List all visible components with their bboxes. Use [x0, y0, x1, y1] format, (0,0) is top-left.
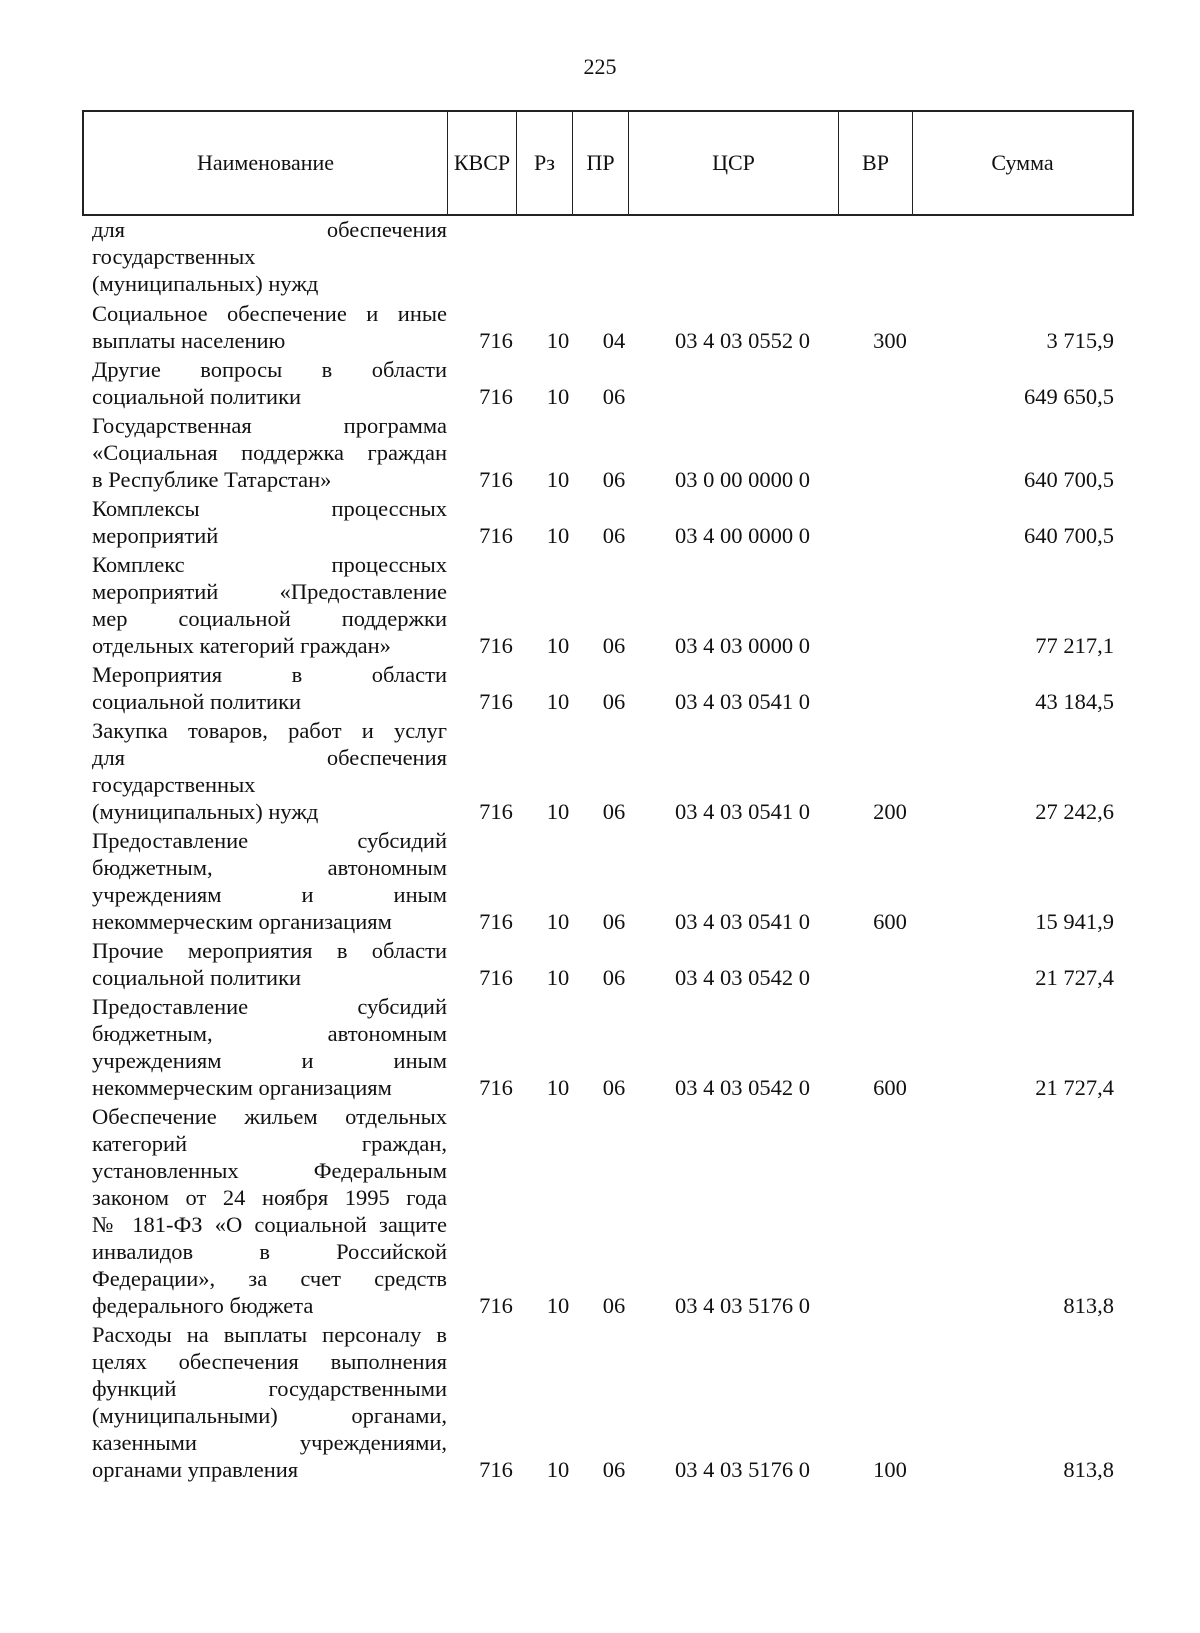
row-name-line: Другие вопросы в области: [92, 357, 447, 382]
row-kvsr: 716: [479, 523, 513, 548]
row-name-line: Комплексы процессных: [92, 496, 447, 521]
row-name-line: (муниципальными) органами,: [92, 1403, 447, 1428]
table-row: [0, 661, 1200, 715]
row-vr: 200: [873, 799, 907, 824]
row-name-line: социальной политики: [92, 689, 302, 714]
row-name-line: федерального бюджета: [92, 1293, 314, 1318]
row-name-line: (муниципальных) нужд: [92, 271, 319, 296]
row-name-line: отдельных категорий граждан»: [92, 633, 391, 658]
row-rz: 10: [546, 384, 570, 409]
header-kvsr: КВСР: [448, 112, 517, 214]
row-pr: 06: [602, 467, 626, 492]
row-rz: 10: [546, 909, 570, 934]
row-csr: 03 4 03 0541 0: [675, 909, 810, 934]
row-name-line: для обеспечения: [92, 745, 447, 770]
table-row: [0, 827, 1200, 935]
table-row: [0, 356, 1200, 410]
row-csr: 03 4 03 5176 0: [675, 1457, 810, 1482]
table-row: [0, 412, 1200, 493]
row-csr: 03 4 03 0000 0: [675, 633, 810, 658]
row-name: [92, 827, 447, 935]
row-name: [92, 937, 447, 991]
row-csr: 03 4 03 0552 0: [675, 328, 810, 353]
row-name-line: Социальное обеспечение и иные: [92, 301, 447, 326]
row-csr: 03 4 03 0541 0: [675, 799, 810, 824]
row-name-line: некоммерческим организациям: [92, 1075, 392, 1100]
row-name: [92, 356, 447, 410]
row-name-line: функций государственными: [92, 1376, 447, 1401]
table-row: [0, 1103, 1200, 1319]
row-rz: 10: [546, 633, 570, 658]
row-name-line: мер социальной поддержки: [92, 606, 447, 631]
row-kvsr: 716: [479, 799, 513, 824]
row-sum: 43 184,5: [1035, 689, 1114, 714]
row-sum: 27 242,6: [1035, 799, 1114, 824]
row-sum: 15 941,9: [1035, 909, 1114, 934]
row-name-line: некоммерческим организациям: [92, 909, 392, 934]
row-kvsr: 716: [479, 1075, 513, 1100]
header-name: Наименование: [84, 112, 448, 214]
row-kvsr: 716: [479, 328, 513, 353]
row-name: [92, 412, 447, 493]
row-name-line: законом от 24 ноября 1995 года: [92, 1185, 447, 1210]
page-number: 225: [583, 54, 617, 79]
row-name-line: Государственная программа: [92, 413, 447, 438]
row-name-line: мероприятий: [92, 523, 219, 548]
row-csr: 03 4 03 0542 0: [675, 1075, 810, 1100]
table-row: [0, 300, 1200, 354]
row-pr: 06: [602, 523, 626, 548]
table-row: [0, 937, 1200, 991]
row-kvsr: 716: [479, 1457, 513, 1482]
row-name-line: социальной политики: [92, 965, 302, 990]
row-name-line: казенными учреждениями,: [92, 1430, 447, 1455]
row-sum: 77 217,1: [1035, 633, 1114, 658]
row-rz: 10: [546, 1293, 570, 1318]
row-sum: 813,8: [1063, 1293, 1114, 1318]
row-sum: 21 727,4: [1035, 965, 1114, 990]
row-name-line: целях обеспечения выполнения: [92, 1349, 447, 1374]
row-name-line: Комплекс процессных: [92, 552, 447, 577]
table-body: [0, 216, 1200, 1483]
row-rz: 10: [546, 328, 570, 353]
row-name-line: государственных: [92, 772, 256, 797]
row-kvsr: 716: [479, 633, 513, 658]
row-sum: 813,8: [1063, 1457, 1114, 1482]
row-name: [92, 1103, 447, 1319]
row-name: [92, 495, 447, 549]
row-name-line: (муниципальных) нужд: [92, 799, 319, 824]
row-name-line: Мероприятия в области: [92, 662, 447, 687]
row-name: [92, 300, 447, 354]
row-pr: 06: [602, 633, 626, 658]
row-pr: 06: [602, 1293, 626, 1318]
row-rz: 10: [546, 965, 570, 990]
row-pr: 04: [602, 328, 626, 353]
row-sum: 21 727,4: [1035, 1075, 1114, 1100]
row-sum: 649 650,5: [1024, 384, 1114, 409]
row-pr: 06: [602, 799, 626, 824]
row-rz: 10: [546, 1457, 570, 1482]
row-kvsr: 716: [479, 467, 513, 492]
row-rz: 10: [546, 467, 570, 492]
row-rz: 10: [546, 689, 570, 714]
row-name-line: установленных Федеральным: [92, 1158, 447, 1183]
row-name-line: социальной политики: [92, 384, 302, 409]
row-name: [92, 993, 447, 1101]
row-name-line: Федерации», за счет средств: [92, 1266, 447, 1291]
row-name: [92, 717, 447, 825]
header-sum: Сумма: [991, 150, 1054, 175]
row-name-line: учреждениям и иным: [92, 882, 447, 907]
header-csr: ЦСР: [629, 112, 839, 214]
row-name-line: органами управления: [92, 1457, 299, 1482]
row-pr: 06: [602, 965, 626, 990]
table-row: [0, 551, 1200, 659]
table-row: [0, 717, 1200, 825]
row-name-line: «Социальная поддержка граждан: [92, 440, 447, 465]
row-vr: 600: [873, 909, 907, 934]
row-name-line: мероприятий «Предоставление: [92, 579, 447, 604]
row-name: [92, 1321, 447, 1483]
row-name-line: Предоставление субсидий: [92, 828, 447, 853]
header-vr: ВР: [839, 112, 913, 214]
row-name-line: № 181-ФЗ «О социальной защите: [92, 1212, 447, 1237]
row-kvsr: 716: [479, 689, 513, 714]
row-name-line: учреждениям и иным: [92, 1048, 447, 1073]
row-pr: 06: [602, 689, 626, 714]
row-name-line: бюджетным, автономным: [92, 1021, 447, 1046]
header-pr: ПР: [573, 112, 629, 214]
row-name-line: Обеспечение жильем отдельных: [92, 1104, 447, 1129]
header-rz: Рз: [517, 112, 573, 214]
table-row: [0, 993, 1200, 1101]
row-name: [92, 661, 447, 715]
row-name-line: Закупка товаров, работ и услуг: [92, 718, 447, 743]
row-csr: 03 4 03 0542 0: [675, 965, 810, 990]
row-name-line: для обеспечения: [92, 217, 447, 242]
row-pr: 06: [602, 1457, 626, 1482]
row-name-line: категорий граждан,: [92, 1131, 447, 1156]
row-kvsr: 716: [479, 384, 513, 409]
row-sum: 640 700,5: [1024, 467, 1114, 492]
row-rz: 10: [546, 523, 570, 548]
row-csr: 03 4 03 5176 0: [675, 1293, 810, 1318]
row-sum: 640 700,5: [1024, 523, 1114, 548]
table-row: [0, 216, 1200, 297]
row-pr: 06: [602, 1075, 626, 1100]
row-name-line: Предоставление субсидий: [92, 994, 447, 1019]
row-name-line: бюджетным, автономным: [92, 855, 447, 880]
row-kvsr: 716: [479, 909, 513, 934]
row-csr: 03 4 00 0000 0: [675, 523, 810, 548]
row-vr: 600: [873, 1075, 907, 1100]
row-kvsr: 716: [479, 1293, 513, 1318]
row-pr: 06: [602, 909, 626, 934]
row-name-line: Прочие мероприятия в области: [92, 938, 447, 963]
row-name-line: государственных: [92, 244, 256, 269]
row-name-line: Расходы на выплаты персоналу в: [92, 1322, 447, 1347]
row-kvsr: 716: [479, 965, 513, 990]
row-name-line: инвалидов в Российской: [92, 1239, 447, 1264]
row-name-line: в Республике Татарстан»: [92, 467, 332, 492]
row-name-line: выплаты населению: [92, 328, 286, 353]
row-pr: 06: [602, 384, 626, 409]
row-rz: 10: [546, 799, 570, 824]
row-sum: 3 715,9: [1046, 328, 1114, 353]
table-header: [82, 110, 1134, 216]
row-rz: 10: [546, 1075, 570, 1100]
row-vr: 300: [873, 328, 907, 353]
row-csr: 03 0 00 0000 0: [675, 467, 810, 492]
row-name: [92, 216, 447, 297]
table-row: [0, 495, 1200, 549]
row-name: [92, 551, 447, 659]
row-vr: 100: [873, 1457, 907, 1482]
row-csr: 03 4 03 0541 0: [675, 689, 810, 714]
table-row: [0, 1321, 1200, 1483]
